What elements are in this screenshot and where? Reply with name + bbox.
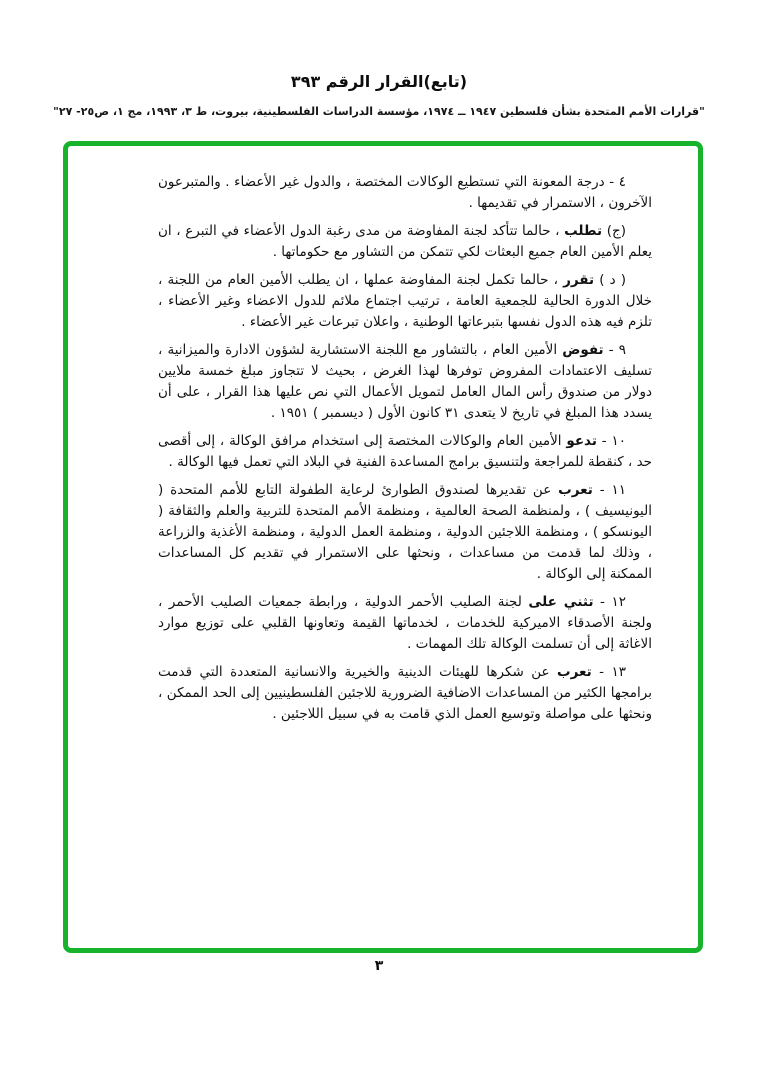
paragraph-text: ١١ - [592, 482, 626, 498]
paragraph-text: لجنة الصليب الأحمر الدولية ، ورابطة جمعيات الصليب الأحمر ، ولجنة الأصدقاء الاميركية للخدمات ، لخدماتها القيمة وتعاونها القلبي على توزيع موارد الاغاثة إلى أن تسلمت الوكالة تلك المهمات . [158, 594, 652, 652]
paragraph-text: الأمين العام ، بالتشاور مع اللجنة الاستشارية لشؤون الادارة والميزانية ، تسليف الاعتمادات المفروض توفرها لهذا الغرض ، بحيث لا تتجاوز مبلغ خمسة ملايين دولار من صندوق رأس المال العامل لتمويل الأعمال التي نص عليها هذا القرار ، على أن يسدد هذا المبلغ في تاريخ لا يتعدى ٣١ كانون الأول ( ديسمبر ) ١٩٥١ . [158, 342, 652, 421]
operative-verb: تعرب [557, 664, 592, 680]
paragraph-text: الأمين العام والوكالات المختصة إلى استخدام مرافق الوكالة ، إلى أقصى حد ، كنقطة للمراجعة ولتنسيق برامج المساعدة الفنية في البلاد التي تعمل فيها الوكالة . [158, 433, 652, 470]
paragraph-text: ( د ) [594, 272, 627, 288]
paragraph-text: ١٢ - [593, 594, 626, 610]
paragraph-text: ، حالما تكمل لجنة المفاوضة عملها ، ان يطلب الأمين العام من اللجنة ، خلال الدورة الحالية للجمعية العامة ، ترتيب اجتماع ملائم للدول الاعضاء وغير الأعضاء ، تلزم فيه هذه الدول نفسها بتبرعاتها الوطنية ، واعلان تبرعات غير الأعضاء . [158, 272, 652, 330]
document-body [158, 172, 652, 732]
page-number: ٣ [374, 958, 384, 974]
paragraph [158, 662, 652, 725]
paragraph-text: ، حالما تتأكد لجنة المفاوضة من مدى رغبة الدول الأعضاء في التبرع ، ان يعلم الأمين العام جميع البعثات لكي تتمكن من التشاور مع حكوماتها . [158, 223, 652, 260]
paragraph [158, 270, 652, 333]
paragraph-text: (ج) [602, 223, 626, 239]
paragraph-text: ٩ - [603, 342, 626, 358]
paragraph-text: عن تقديرها لصندوق الطوارئ لرعاية الطفولة التابع للأمم المتحدة ( اليونيسيف ) ، ولمنظمة الصحة العالمية ، ومنظمة الأمم المتحدة للتربية والعلم والثقافة ( اليونسكو ) ، ومنظمة اللاجئين الدولية ، ومنظمة العمل الدولية ، ومنظمة الأغذية والزراعة ، وذلك لما قدمت من مساعدات ، ونحثها على الاستمرار في تقديم كل المساعدات الممكنة إلى الوكالة . [158, 482, 652, 582]
paragraph [158, 340, 652, 424]
source-citation: "قرارات الأمم المتحدة بشأن فلسطين ١٩٤٧ ــ ١٩٧٤، مؤسسة الدراسات الفلسطينية، بيروت، ط ٣، ١٩٩٣، مج ١، ص٢٥- ٢٧" [53, 105, 705, 118]
paragraph-text: عن شكرها للهيئات الدينية والخيرية والانسانية المتعددة التي قدمت برامجها الكثير من المساعدات الاضافية الضرورية للاجئين الفلسطينيين إلى الحد الممكن ، ونحثها على مواصلة وتوسيع العمل الذي قامت به في سبيل اللاجئين . [158, 664, 652, 722]
paragraph [158, 480, 652, 585]
paragraph [158, 172, 652, 214]
paragraph-text: ٤ - درجة المعونة التي تستطيع الوكالات المختصة ، والدول غير الأعضاء . والمتبرعون الآخرون ، الاستمرار في تقديمها . [158, 174, 652, 211]
paragraph [158, 431, 652, 473]
page-title: (تابع)القرار الرقم ٣٩٣ [290, 72, 468, 91]
paragraph [158, 592, 652, 655]
paragraph-text: ١٠ - [596, 433, 626, 449]
operative-verb: تدعو [566, 433, 597, 449]
paragraph-text: ١٣ - [591, 664, 626, 680]
operative-verb: تثني على [528, 594, 594, 610]
operative-verb: تفوض [562, 342, 604, 358]
operative-verb: تطلب [564, 223, 603, 239]
operative-verb: تقرر [563, 272, 595, 288]
operative-verb: تعرب [558, 482, 593, 498]
paragraph [158, 221, 652, 263]
